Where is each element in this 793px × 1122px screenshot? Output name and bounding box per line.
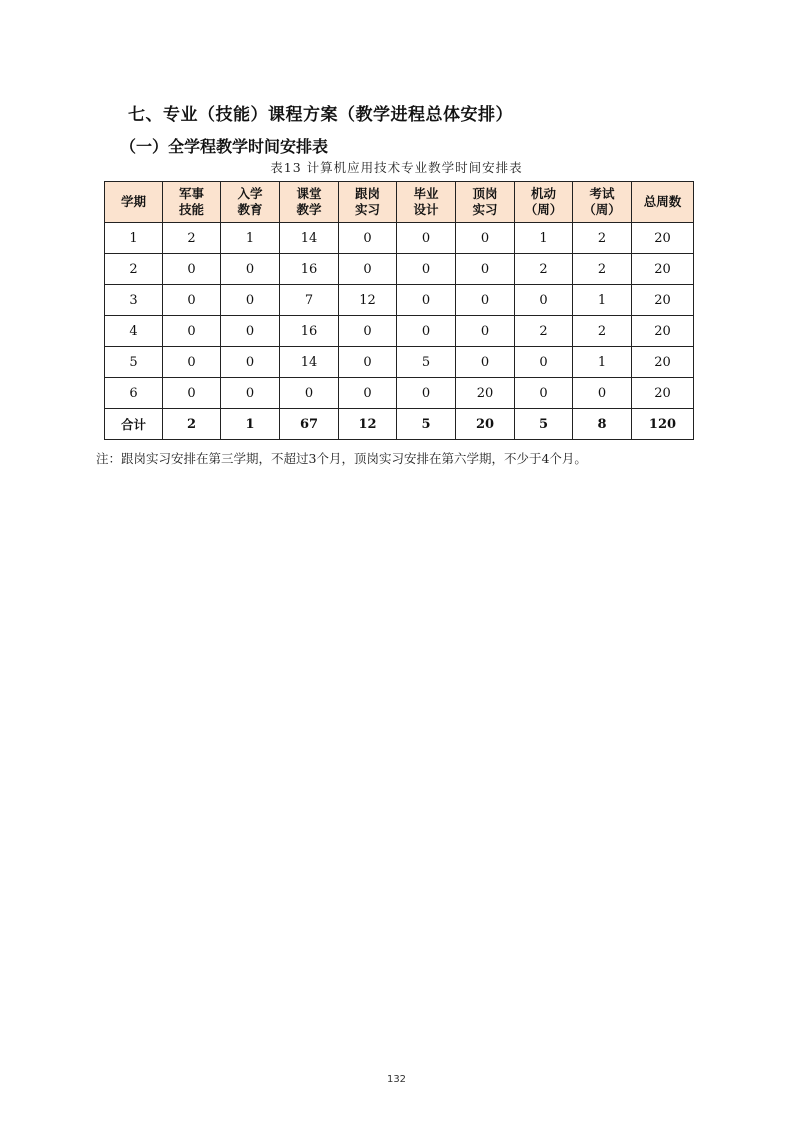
total-cell: 5 [515, 409, 573, 440]
table-cell: 0 [221, 285, 280, 316]
table-cell: 16 [280, 316, 339, 347]
table-cell: 0 [397, 223, 456, 254]
table-cell: 4 [105, 316, 163, 347]
total-cell: 67 [280, 409, 339, 440]
table-cell: 0 [163, 316, 221, 347]
table-cell: 0 [397, 378, 456, 409]
table-cell: 1 [573, 285, 632, 316]
table-cell: 14 [280, 347, 339, 378]
table-cell: 14 [280, 223, 339, 254]
table-cell: 0 [515, 378, 573, 409]
table-cell: 0 [456, 285, 515, 316]
table-cell: 0 [339, 254, 397, 285]
header-cell [573, 182, 632, 223]
header-label: 课堂 教学 [296, 186, 322, 217]
table-cell: 20 [632, 223, 694, 254]
header-label: 总周数 [643, 194, 682, 209]
table-cell: 0 [163, 285, 221, 316]
total-cell: 20 [456, 409, 515, 440]
header-label: 入学 教育 [237, 186, 263, 217]
table-cell: 0 [515, 285, 573, 316]
header-label: 机动 （周） [524, 186, 563, 217]
table-row [105, 254, 694, 285]
header-cell [105, 182, 163, 223]
sub-title: （一）全学程教学时间安排表 [120, 137, 329, 156]
table-cell: 20 [456, 378, 515, 409]
header-label: 学期 [120, 194, 146, 209]
header-cell [515, 182, 573, 223]
table-cell: 0 [456, 316, 515, 347]
table-cell: 1 [105, 223, 163, 254]
header-label: 考试 （周） [583, 186, 621, 217]
table-cell: 5 [397, 347, 456, 378]
table-cell: 2 [573, 223, 632, 254]
header-cell [339, 182, 397, 223]
table-cell: 6 [105, 378, 163, 409]
table-cell: 0 [573, 378, 632, 409]
schedule-table [104, 181, 694, 440]
total-label-cell: 合计 [105, 409, 163, 440]
header-cell [456, 182, 515, 223]
table-cell: 0 [397, 285, 456, 316]
table-cell: 0 [163, 254, 221, 285]
table-cell: 0 [456, 254, 515, 285]
table-cell: 0 [339, 223, 397, 254]
table-cell: 12 [339, 285, 397, 316]
total-cell: 120 [632, 409, 694, 440]
table-cell: 1 [221, 223, 280, 254]
table-cell: 16 [280, 254, 339, 285]
table-row [105, 316, 694, 347]
table-cell: 2 [515, 316, 573, 347]
table-cell: 2 [163, 223, 221, 254]
page-number: 132 [386, 1074, 407, 1085]
total-cell: 12 [339, 409, 397, 440]
table-cell: 0 [339, 378, 397, 409]
total-row [105, 409, 694, 440]
table-cell: 2 [573, 254, 632, 285]
table-cell: 0 [280, 378, 339, 409]
table-cell: 0 [515, 347, 573, 378]
table-cell: 7 [280, 285, 339, 316]
table-cell: 0 [456, 347, 515, 378]
table-cell: 20 [632, 378, 694, 409]
table-cell: 0 [456, 223, 515, 254]
table-cell: 2 [573, 316, 632, 347]
table-cell: 20 [632, 285, 694, 316]
table-row [105, 378, 694, 409]
table-cell: 0 [397, 254, 456, 285]
header-cell [163, 182, 221, 223]
total-cell: 1 [221, 409, 280, 440]
table-cell: 0 [163, 347, 221, 378]
table-cell: 20 [632, 347, 694, 378]
table-cell: 2 [105, 254, 163, 285]
table-cell: 0 [339, 316, 397, 347]
header-cell [397, 182, 456, 223]
table-cell: 5 [105, 347, 163, 378]
table-cell: 0 [221, 254, 280, 285]
total-cell: 8 [573, 409, 632, 440]
table-cell: 1 [573, 347, 632, 378]
header-label: 毕业 设计 [413, 186, 439, 217]
table-cell: 0 [221, 378, 280, 409]
table-cell: 3 [105, 285, 163, 316]
header-label: 军事 技能 [178, 186, 204, 217]
header-cell [221, 182, 280, 223]
table-caption: 表13 计算机应用技术专业教学时间安排表 [270, 160, 523, 175]
table-cell: 0 [339, 347, 397, 378]
section-title: 七、专业（技能）课程方案（教学进程总体安排） [128, 105, 513, 125]
table-cell: 0 [221, 316, 280, 347]
table-cell: 0 [397, 316, 456, 347]
table-cell: 0 [163, 378, 221, 409]
table-cell: 20 [632, 254, 694, 285]
total-cell: 5 [397, 409, 456, 440]
total-cell: 2 [163, 409, 221, 440]
table-row [105, 347, 694, 378]
table-cell: 2 [515, 254, 573, 285]
header-label: 跟岗 实习 [354, 186, 380, 217]
header-cell [632, 182, 694, 223]
table-row [105, 285, 694, 316]
header-row [105, 182, 694, 223]
table-cell: 1 [515, 223, 573, 254]
header-cell [280, 182, 339, 223]
table-cell: 0 [221, 347, 280, 378]
table-row [105, 223, 694, 254]
header-label: 顶岗 实习 [472, 186, 498, 217]
table-note: 注：跟岗实习安排在第三学期，不超过3个月，顶岗实习安排在第六学期，不少于4个月。 [96, 451, 587, 466]
table-cell: 20 [632, 316, 694, 347]
